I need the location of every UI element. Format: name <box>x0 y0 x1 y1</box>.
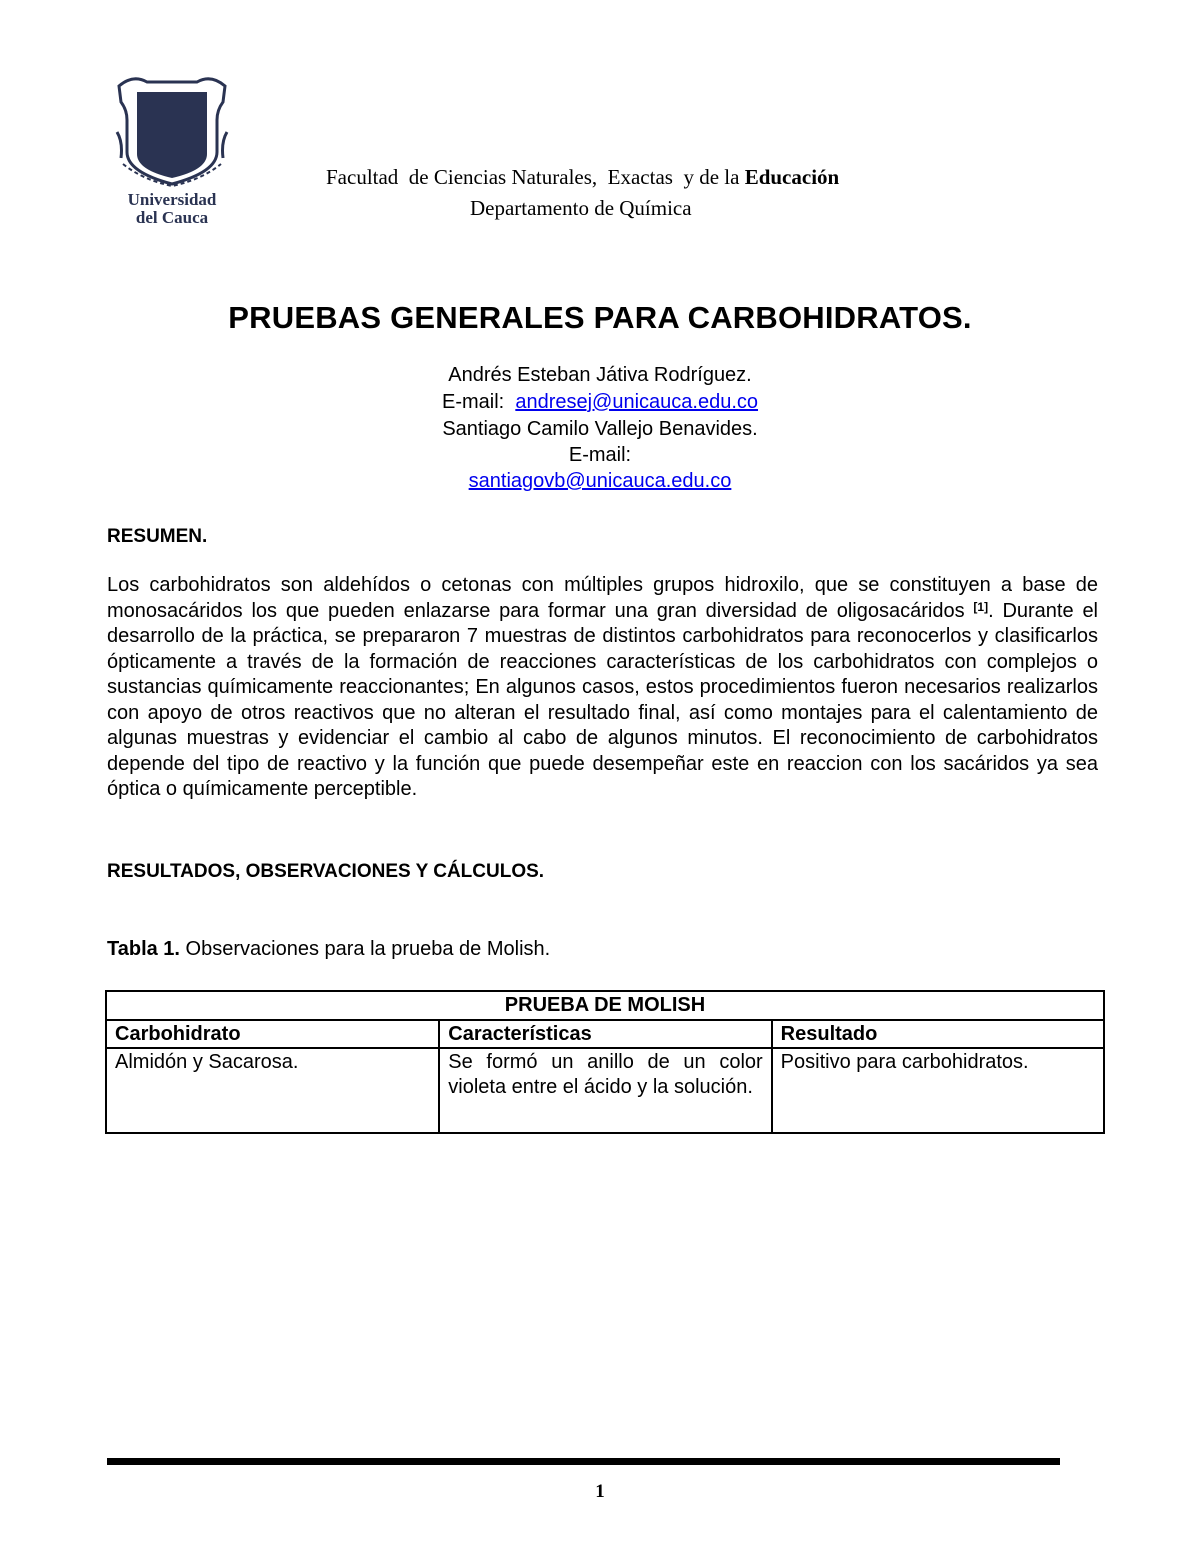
results-heading: RESULTADOS, OBSERVACIONES Y CÁLCULOS. <box>107 861 545 882</box>
table-title-row <box>106 991 1104 1020</box>
molish-table <box>105 990 1105 1134</box>
faculty-bold: Educación <box>744 165 840 189</box>
page-number: 1 <box>595 1481 605 1502</box>
university-crest-icon <box>113 72 231 190</box>
author1-email-link[interactable]: andresej@unicauca.edu.co <box>515 391 759 413</box>
citation-marker: [1] <box>973 599 989 614</box>
table-cell-caracteristicas: Se formó un anillo de un color violeta entre el ácido y la solución. <box>439 1048 771 1133</box>
author1-email-label: E-mail: <box>441 391 516 413</box>
document-title: PRUEBAS GENERALES PARA CARBOHIDRATOS. <box>228 300 972 335</box>
table-cell-resultado: Positivo para carbohidratos. <box>772 1048 1104 1133</box>
author2-email-link[interactable]: santiagovb@unicauca.edu.co <box>468 470 732 492</box>
author2-email-line <box>0 470 1200 493</box>
column-header-resultado: Resultado <box>772 1020 1104 1048</box>
table-title: PRUEBA DE MOLISH <box>106 991 1104 1020</box>
author1-name: Andrés Esteban Játiva Rodríguez. <box>448 364 752 386</box>
author2-name: Santiago Camilo Vallejo Benavides. <box>442 418 758 440</box>
logo-text-line2: del Cauca <box>135 208 209 227</box>
resumen-paragraph <box>107 573 1098 803</box>
logo-text-line1: Universidad <box>127 190 217 209</box>
author1-email-line <box>0 391 1200 414</box>
faculty-line <box>326 165 839 190</box>
resumen-text-part1: Los carbohidratos son aldehídos o cetonas con múltiples grupos hidroxilo, que se constituyen a base de monosacáridos los que pueden enlazarse para formar una gran diversidad de oligosacáridos <box>107 574 1098 622</box>
column-header-caracteristicas: Características <box>439 1020 771 1048</box>
resumen-heading: RESUMEN. <box>107 526 208 547</box>
table-row <box>106 1048 1104 1133</box>
faculty-prefix: Facultad de Ciencias Naturales, Exactas y de la <box>326 165 745 189</box>
table-cell-carbohidrato: Almidón y Sacarosa. <box>106 1048 439 1133</box>
table-caption-label: Tabla 1. <box>107 938 180 960</box>
resumen-text-part2: . Durante el desarrollo de la práctica, se prepararon 7 muestras de distintos carbohidratos para reconocerlos y clasificarlos ópticamente a través de la formación de reacciones características de los carbohidratos con complejos o sustancias químicamente reaccionantes; En algunos casos, estos procedimientos fueron necesarios realizarlos con apoyo de otros reactivos que no alteran el resultado final, así como montajes para el calentamiento de algunas muestras y evidenciar el cambio al cabo de algunos minutos. El reconocimiento de carbohidratos depende del tipo de reactivo y la función que puede desempeñar este en reaccion con los sacáridos ya sea óptica o químicamente perceptible. <box>107 599 1099 800</box>
column-header-carbohidrato: Carbohidrato <box>106 1020 439 1048</box>
table-caption <box>107 938 550 961</box>
author2-email-label: E-mail: <box>568 444 632 466</box>
table-header-row <box>106 1020 1104 1048</box>
department-line: Departamento de Química <box>470 196 692 220</box>
table-caption-text: Observaciones para la prueba de Molish. <box>180 938 551 960</box>
footer-rule <box>107 1458 1060 1465</box>
